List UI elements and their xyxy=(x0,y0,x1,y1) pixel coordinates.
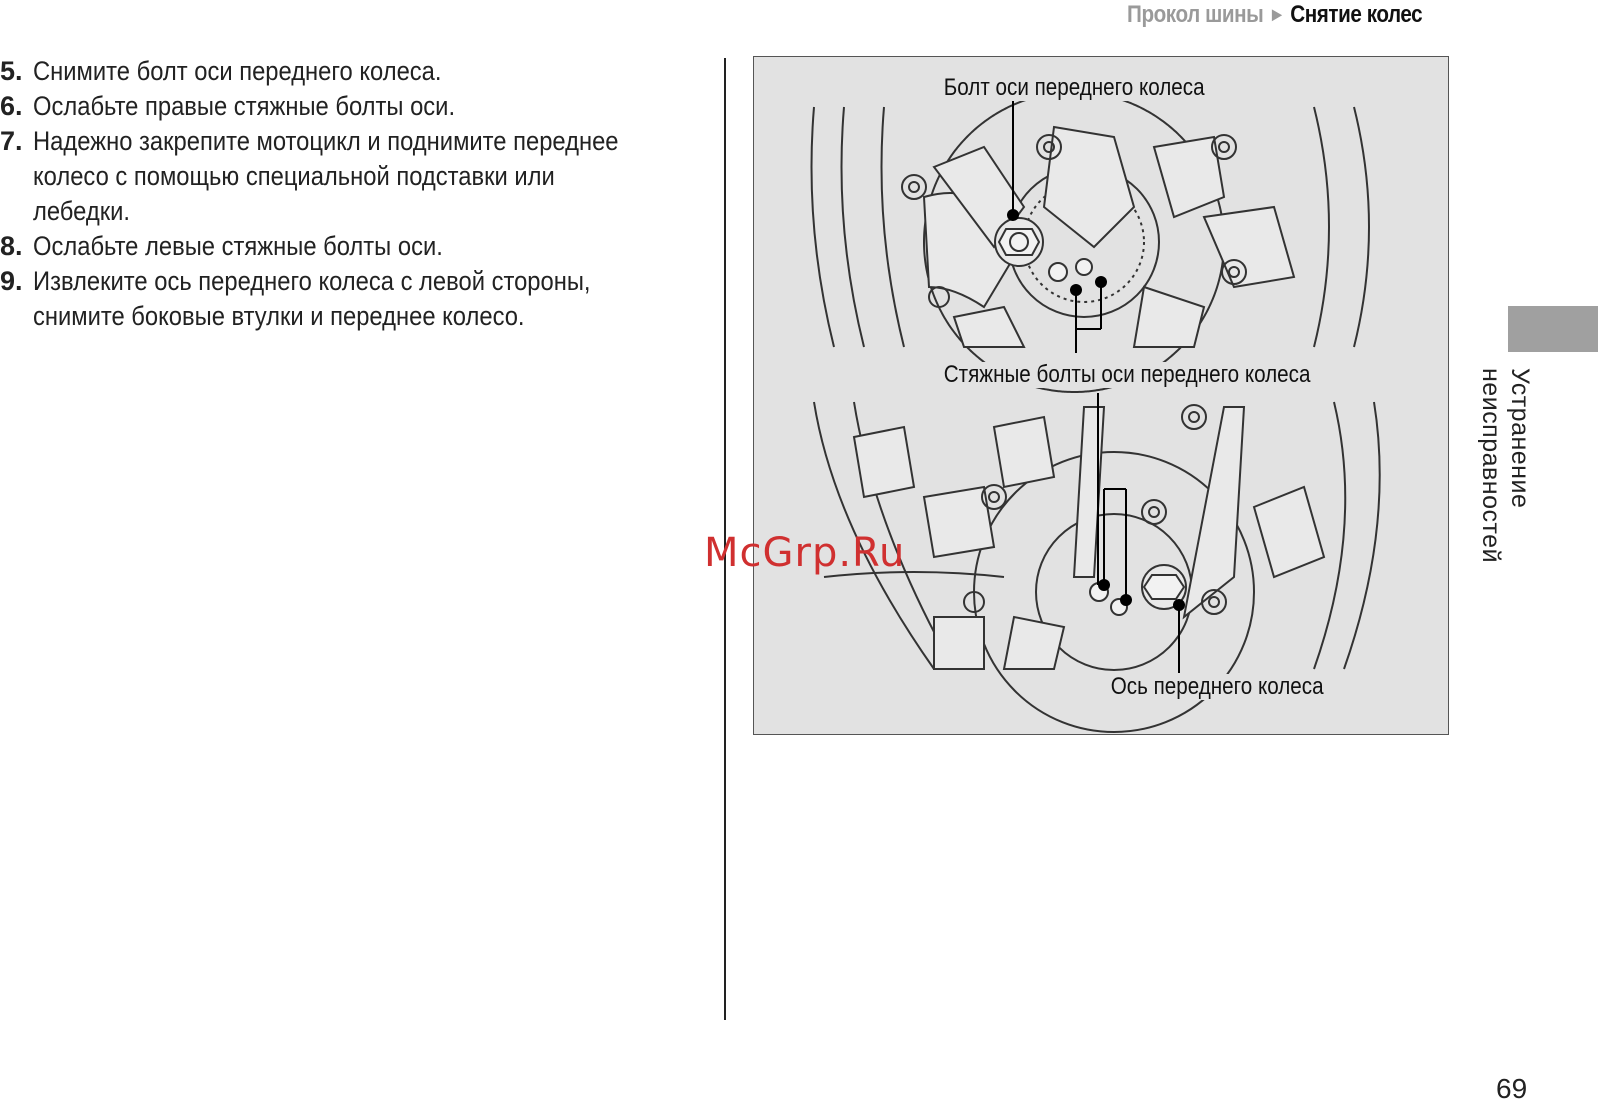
step-number: 9. xyxy=(0,266,23,296)
step-item xyxy=(0,89,700,124)
label-axle-bolt: Болт оси переднего колеса xyxy=(943,74,1205,101)
section-side-title: Устранение неисправностей xyxy=(1477,368,1534,564)
top-wheel-view xyxy=(812,92,1385,392)
step-text: Снимите болт оси переднего колеса. xyxy=(33,56,442,86)
step-text: Ослабьте правые стяжные болты оси. xyxy=(33,91,456,121)
step-text: Извлеките ось переднего колеса с левой стороны, снимите боковые втулки и переднее колесо. xyxy=(33,266,591,331)
breadcrumb-current: Снятие колес xyxy=(1290,1,1422,28)
step-item xyxy=(0,229,700,264)
step-text: Ослабьте левые стяжные болты оси. xyxy=(33,231,443,261)
watermark: McGrp.Ru xyxy=(704,530,906,576)
wheel-drawing xyxy=(754,57,1450,736)
label-front-axle: Ось переднего колеса xyxy=(1110,673,1324,700)
label-pinch-bolts: Стяжные болты оси переднего колеса xyxy=(943,361,1311,388)
breadcrumb-section: Прокол шины xyxy=(1126,1,1264,28)
wheel-illustration xyxy=(753,56,1449,735)
step-number: 8. xyxy=(0,231,23,261)
step-item xyxy=(0,264,700,334)
section-tab xyxy=(1508,306,1598,352)
instruction-steps xyxy=(0,54,700,334)
step-number: 5. xyxy=(0,56,23,86)
step-number: 6. xyxy=(0,91,23,121)
breadcrumb xyxy=(1127,0,1422,30)
step-number: 7. xyxy=(0,126,23,156)
breadcrumb-arrow-icon: ► xyxy=(1268,4,1285,26)
step-text: Надежно закрепите мотоцикл и поднимите переднее колесо с помощью специальной подставки или лебедки. xyxy=(33,126,619,226)
step-item xyxy=(0,124,700,229)
page-number: 69 xyxy=(1496,1073,1528,1104)
step-item xyxy=(0,54,700,89)
